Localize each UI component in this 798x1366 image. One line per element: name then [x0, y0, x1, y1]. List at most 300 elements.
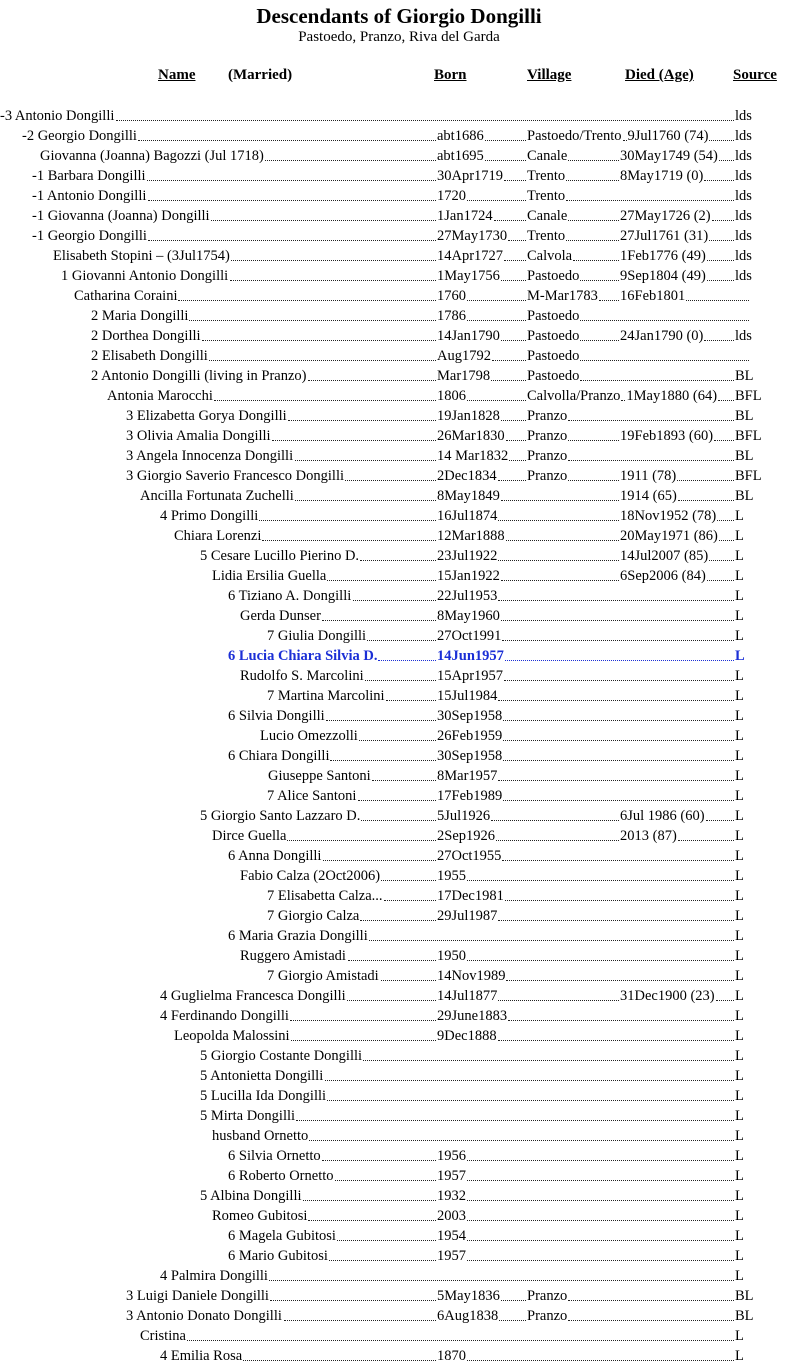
person-name: 7 Alice Santoni: [267, 788, 357, 804]
village-name: Trento: [527, 228, 566, 244]
dot-leader: [704, 166, 734, 181]
born-date: 27May1730: [437, 228, 508, 244]
dot-leader: [178, 286, 436, 301]
source-code: L: [735, 1268, 744, 1284]
born-date: 1Jan1724: [437, 208, 493, 224]
born-date: 1720: [437, 188, 466, 204]
born-date: 15Apr1957: [437, 668, 504, 684]
born-date: 1760: [437, 288, 466, 304]
born-date: 8May1960: [437, 608, 500, 624]
dot-leader: [337, 1226, 436, 1241]
source-code: L: [735, 648, 745, 664]
source-code: BL: [735, 1288, 754, 1304]
source-code: L: [735, 948, 744, 964]
dot-leader: [231, 246, 436, 261]
died-date: 1Feb1776 (49): [620, 248, 706, 264]
dot-leader: [360, 906, 436, 921]
source-code: BFL: [735, 468, 762, 484]
dot-leader: [269, 1266, 734, 1281]
born-date: 30Sep1958: [437, 708, 503, 724]
dot-leader: [503, 786, 734, 801]
person-name: 4 Primo Dongilli: [160, 508, 259, 524]
dot-leader: [568, 446, 734, 461]
dot-leader: [358, 786, 436, 801]
source-code: lds: [735, 228, 752, 244]
born-date: 14Apr1727: [437, 248, 504, 264]
source-code: L: [735, 708, 744, 724]
dot-leader: [347, 986, 436, 1001]
person-row: [0, 1346, 798, 1366]
person-row: [0, 1226, 798, 1246]
person-row: [0, 306, 798, 326]
dot-leader: [492, 346, 526, 361]
person-row: [0, 446, 798, 466]
person-row: [0, 666, 798, 686]
person-row: [0, 766, 798, 786]
column-header-name: Name: [158, 67, 196, 83]
dot-leader: [147, 166, 436, 181]
died-date: 2013 (87): [620, 828, 677, 844]
village-name: Canale: [527, 208, 568, 224]
village-name: Pastoedo/Trento: [527, 128, 622, 144]
source-code: L: [735, 628, 744, 644]
died-date: 27May1726 (2): [620, 208, 711, 224]
born-date: 14 Mar1832: [437, 448, 509, 464]
dot-leader: [504, 166, 526, 181]
person-name: 6 Maria Grazia Dongilli: [228, 928, 368, 944]
dot-leader: [308, 366, 436, 381]
dot-leader: [678, 486, 734, 501]
source-code: L: [735, 968, 744, 984]
source-code: L: [735, 988, 744, 1004]
column-header-married: (Married): [228, 67, 293, 83]
person-row: [0, 386, 798, 406]
person-row: [0, 226, 798, 246]
source-code: L: [735, 728, 744, 744]
person-row: [0, 606, 798, 626]
person-name: 5 Giorgio Costante Dongilli: [200, 1048, 363, 1064]
dot-leader: [712, 206, 734, 221]
person-name: Romeo Gubitosi: [212, 1208, 308, 1224]
person-row: [0, 1286, 798, 1306]
source-code: BL: [735, 1308, 754, 1324]
person-row: [0, 826, 798, 846]
dot-leader: [677, 466, 734, 481]
dot-leader: [189, 306, 436, 321]
person-row: [0, 946, 798, 966]
person-name: 6 Mario Gubitosi: [228, 1248, 328, 1264]
person-name: -3 Antonio Dongilli: [0, 108, 115, 124]
born-date: 23Jul1922: [437, 548, 498, 564]
person-name: -1 Giovanna (Joanna) Dongilli: [32, 208, 210, 224]
person-row: [0, 1006, 798, 1026]
person-row: [0, 906, 798, 926]
person-name: Chiara Lorenzi: [174, 528, 262, 544]
dot-leader: [296, 1106, 734, 1121]
source-code: L: [735, 1088, 744, 1104]
person-name: 7 Martina Marcolini: [267, 688, 385, 704]
dot-leader: [706, 806, 734, 821]
dot-leader: [303, 1186, 436, 1201]
born-date: 6Aug1838: [437, 1308, 499, 1324]
source-code: lds: [735, 188, 752, 204]
dot-leader: [503, 706, 734, 721]
born-date: 1957: [437, 1248, 466, 1264]
dot-leader: [501, 326, 526, 341]
dot-leader: [325, 1066, 734, 1081]
source-code: L: [735, 608, 744, 624]
person-row: [0, 346, 798, 366]
dot-leader: [138, 126, 436, 141]
dot-leader: [309, 1126, 734, 1141]
died-date: 8May1719 (0): [620, 168, 704, 184]
died-date: 27Jul1761 (31): [620, 228, 709, 244]
person-name: 7 Giorgio Amistadi: [267, 968, 379, 984]
dot-leader: [148, 226, 436, 241]
dot-leader: [345, 466, 436, 481]
source-code: lds: [735, 208, 752, 224]
dot-leader: [485, 146, 526, 161]
dot-leader: [467, 1346, 734, 1361]
dot-leader: [707, 266, 734, 281]
person-row: [0, 726, 798, 746]
born-date: 1932: [437, 1188, 466, 1204]
person-row: [0, 366, 798, 386]
village-name: Trento: [527, 188, 566, 204]
dot-leader: [467, 1206, 734, 1221]
born-date: 2Sep1926: [437, 828, 495, 844]
page-subtitle: Pastoedo, Pranzo, Riva del Garda: [298, 29, 500, 45]
dot-leader: [501, 486, 619, 501]
dot-leader: [580, 346, 749, 361]
dot-leader: [295, 446, 436, 461]
dot-leader: [467, 286, 526, 301]
person-row: [0, 466, 798, 486]
born-date: 17Feb1989: [437, 788, 503, 804]
dot-leader: [467, 1246, 734, 1261]
village-name: Pranzo: [527, 468, 568, 484]
source-code: L: [735, 528, 744, 544]
dot-leader: [262, 526, 436, 541]
person-name: husband Ornetto: [212, 1128, 309, 1144]
person-name: Ancilla Fortunata Zuchelli: [140, 488, 294, 504]
person-name: 3 Giorgio Saverio Francesco Dongilli: [126, 468, 345, 484]
person-row: [0, 326, 798, 346]
person-name: 6 Silvia Ornetto: [228, 1148, 321, 1164]
born-date: 2003: [437, 1208, 466, 1224]
born-date: 26Feb1959: [437, 728, 503, 744]
dot-leader: [384, 886, 436, 901]
person-name: Giuseppe Santoni: [268, 768, 371, 784]
person-name: 5 Cesare Lucillo Pierino D.: [200, 548, 360, 564]
dot-leader: [330, 746, 436, 761]
dot-leader: [506, 526, 619, 541]
born-date: 14Jul1877: [437, 988, 498, 1004]
person-row: [0, 126, 798, 146]
born-date: 27Oct1991: [437, 628, 502, 644]
born-date: 22Jul1953: [437, 588, 498, 604]
source-code: L: [735, 788, 744, 804]
born-date: 1957: [437, 1168, 466, 1184]
person-name: 6 Silvia Dongilli: [228, 708, 325, 724]
source-code: L: [735, 908, 744, 924]
person-name: 5 Mirta Dongilli: [200, 1108, 296, 1124]
source-code: BL: [735, 448, 754, 464]
person-row: [0, 1266, 798, 1286]
died-date: 16Feb1801: [620, 288, 686, 304]
dot-leader: [499, 1306, 526, 1321]
person-name: Dirce Guella: [212, 828, 287, 844]
dot-leader: [508, 1006, 734, 1021]
dot-leader: [566, 186, 734, 201]
person-row: [0, 926, 798, 946]
dot-leader: [501, 406, 526, 421]
dot-leader: [467, 386, 526, 401]
person-row: [0, 1246, 798, 1266]
born-date: 1870: [437, 1348, 466, 1364]
dot-leader: [505, 646, 734, 661]
village-name: Pranzo: [527, 408, 568, 424]
dot-leader: [381, 866, 436, 881]
dot-leader: [365, 666, 436, 681]
person-name: 6 Roberto Ornetto: [228, 1168, 334, 1184]
dot-leader: [568, 1286, 734, 1301]
person-name: Giovanna (Joanna) Bagozzi (Jul 1718): [40, 148, 264, 164]
dot-leader: [496, 826, 619, 841]
source-code: L: [735, 1208, 744, 1224]
person-row: [0, 626, 798, 646]
dot-leader: [230, 266, 436, 281]
person-name: Catharina Coraini: [74, 288, 178, 304]
village-name: Calvola: [527, 248, 573, 264]
dot-leader: [491, 366, 526, 381]
died-date: 19Feb1893 (60): [620, 428, 714, 444]
person-row: [0, 546, 798, 566]
born-date: abt1686: [437, 128, 484, 144]
person-name: 6 Magela Gubitosi: [228, 1228, 336, 1244]
dot-leader: [467, 1226, 734, 1241]
died-date: 24Jan1790 (0): [620, 328, 704, 344]
person-row: [0, 506, 798, 526]
dot-leader: [568, 466, 619, 481]
person-row: [0, 1146, 798, 1166]
dot-leader: [323, 846, 436, 861]
born-date: Mar1798: [437, 368, 491, 384]
person-name: 2 Elisabeth Dongilli: [91, 348, 208, 364]
source-code: lds: [735, 148, 752, 164]
dot-leader: [327, 566, 436, 581]
dot-leader: [566, 226, 619, 241]
person-row: [0, 1166, 798, 1186]
person-name: 6 Lucia Chiara Silvia D.: [228, 648, 378, 664]
dot-leader: [509, 446, 526, 461]
born-date: 19Jan1828: [437, 408, 500, 424]
dot-leader: [502, 846, 734, 861]
person-name: Cristina: [140, 1328, 186, 1344]
dot-leader: [580, 366, 734, 381]
source-code: BL: [735, 408, 754, 424]
source-code: L: [735, 1028, 744, 1044]
dot-leader: [678, 826, 734, 841]
dot-leader: [508, 226, 526, 241]
source-code: BFL: [735, 428, 762, 444]
person-name: 4 Guglielma Francesca Dongilli: [160, 988, 346, 1004]
dot-leader: [709, 226, 734, 241]
descendants-list: [0, 106, 798, 1366]
person-row: [0, 1086, 798, 1106]
person-row: [0, 1026, 798, 1046]
column-header-died: Died (Age): [625, 67, 694, 83]
source-code: L: [735, 768, 744, 784]
dot-leader: [498, 766, 734, 781]
born-date: 15Jan1922: [437, 568, 500, 584]
dot-leader: [623, 126, 627, 141]
source-code: lds: [735, 108, 752, 124]
village-name: Pranzo: [527, 428, 568, 444]
village-name: Canale: [527, 148, 568, 164]
dot-leader: [568, 406, 734, 421]
born-date: 16Jul1874: [437, 508, 498, 524]
dot-leader: [259, 506, 436, 521]
dot-leader: [719, 526, 734, 541]
person-row: [0, 686, 798, 706]
dot-leader: [360, 546, 436, 561]
born-date: 30Apr1719: [437, 168, 504, 184]
dot-leader: [580, 326, 619, 341]
person-name: Antonia Marocchi: [107, 388, 213, 404]
person-name: 2 Antonio Dongilli (living in Pranzo): [91, 368, 307, 384]
source-code: L: [735, 1048, 744, 1064]
person-row: [0, 786, 798, 806]
dot-leader: [308, 1206, 436, 1221]
source-code: lds: [735, 248, 752, 264]
died-date: 20May1971 (86): [620, 528, 718, 544]
dot-leader: [686, 286, 749, 301]
dot-leader: [359, 726, 436, 741]
person-name: Lucio Omezzolli: [260, 728, 358, 744]
person-name: 4 Emilia Rosa: [160, 1348, 243, 1364]
born-date: 14Nov1989: [437, 968, 506, 984]
person-name: Leopolda Malossini: [174, 1028, 290, 1044]
died-date: 30May1749 (54): [620, 148, 718, 164]
dot-leader: [498, 1026, 734, 1041]
dot-leader: [335, 1166, 436, 1181]
dot-leader: [494, 206, 526, 221]
dot-leader: [211, 206, 436, 221]
born-date: 8Mar1957: [437, 768, 498, 784]
dot-leader: [704, 326, 734, 341]
died-date: 9Sep1804 (49): [620, 268, 706, 284]
person-row: [0, 1186, 798, 1206]
dot-leader: [485, 126, 526, 141]
dot-leader: [709, 546, 734, 561]
person-name: 4 Ferdinando Dongilli: [160, 1008, 289, 1024]
person-row: [0, 406, 798, 426]
dot-leader: [326, 706, 436, 721]
column-header-born: Born: [434, 67, 467, 83]
dot-leader: [504, 246, 526, 261]
person-row: [0, 746, 798, 766]
dot-leader: [291, 1026, 436, 1041]
dot-leader: [287, 826, 436, 841]
person-row: [0, 246, 798, 266]
born-date: 9Dec1888: [437, 1028, 497, 1044]
dot-leader: [322, 1146, 436, 1161]
dot-leader: [284, 1306, 436, 1321]
born-date: 1954: [437, 1228, 466, 1244]
born-date: Aug1792: [437, 348, 491, 364]
source-code: L: [735, 1248, 744, 1264]
person-name: Gerda Dunser: [240, 608, 321, 624]
dot-leader: [599, 286, 619, 301]
village-name: Pastoedo: [527, 328, 580, 344]
dot-leader: [709, 126, 734, 141]
source-code: L: [735, 1348, 744, 1364]
dot-leader: [467, 1186, 734, 1201]
died-date: 1911 (78): [620, 468, 677, 484]
died-date: 6Sep2006 (84): [620, 568, 706, 584]
dot-leader: [505, 886, 734, 901]
dot-leader: [467, 306, 526, 321]
person-name: -1 Georgio Dongilli: [32, 228, 147, 244]
source-code: lds: [735, 268, 752, 284]
source-code: L: [735, 1168, 744, 1184]
source-code: L: [735, 1228, 744, 1244]
dot-leader: [498, 466, 526, 481]
person-name: 7 Giorgio Calza: [267, 908, 360, 924]
source-code: L: [735, 828, 744, 844]
dot-leader: [502, 626, 734, 641]
dot-leader: [369, 926, 734, 941]
source-code: lds: [735, 168, 752, 184]
source-code: BFL: [735, 388, 762, 404]
village-name: Pranzo: [527, 1308, 568, 1324]
column-header-village: Village: [527, 67, 572, 83]
dot-leader: [290, 1006, 436, 1021]
dot-leader: [506, 966, 734, 981]
born-date: 17Dec1981: [437, 888, 504, 904]
person-row: [0, 1326, 798, 1346]
person-row: [0, 866, 798, 886]
person-row: [0, 806, 798, 826]
source-code: L: [735, 1128, 744, 1144]
dot-leader: [501, 266, 526, 281]
person-name: 5 Antonietta Dongilli: [200, 1068, 324, 1084]
person-name: 5 Giorgio Santo Lazzaro D.: [200, 808, 361, 824]
born-date: abt1695: [437, 148, 484, 164]
person-row: [0, 1106, 798, 1126]
person-row: [0, 286, 798, 306]
person-row: [0, 486, 798, 506]
dot-leader: [504, 666, 734, 681]
source-code: L: [735, 1188, 744, 1204]
born-date: 26Mar1830: [437, 428, 505, 444]
dot-leader: [580, 266, 619, 281]
person-row: [0, 206, 798, 226]
born-date: 29June1883: [437, 1008, 508, 1024]
dot-leader: [503, 746, 734, 761]
village-name: Pastoedo: [527, 348, 580, 364]
source-code: L: [735, 888, 744, 904]
source-code: L: [735, 668, 744, 684]
source-code: L: [735, 568, 744, 584]
person-name: 7 Giulia Dongilli: [267, 628, 367, 644]
person-name: 6 Tiziano A. Dongilli: [228, 588, 352, 604]
village-name: Pranzo: [527, 448, 568, 464]
source-code: lds: [735, 328, 752, 344]
person-row: [0, 986, 798, 1006]
dot-leader: [467, 186, 526, 201]
